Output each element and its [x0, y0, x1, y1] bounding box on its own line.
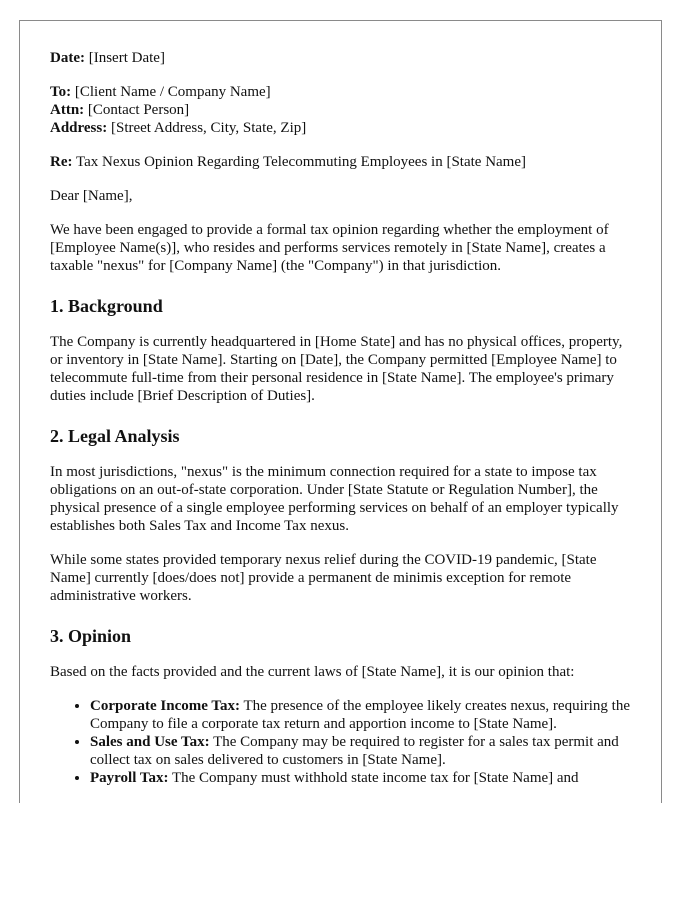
list-item: [90, 769, 631, 787]
list-item: [90, 697, 631, 733]
opinion-intro: Based on the facts provided and the current laws of [State Name], it is our opinion that:: [50, 664, 575, 680]
to-line: [50, 83, 631, 101]
list-item: [90, 733, 631, 769]
letter-page: [19, 20, 662, 803]
salutation: Dear [Name],: [50, 188, 133, 204]
to-label: To:: [50, 84, 72, 100]
list-item-text: The Company may be required to register for a sales tax permit and collect tax on sales delivered to customers in [State Name].: [90, 734, 619, 768]
attn-label: Attn:: [50, 102, 85, 118]
list-item-text: The Company must withhold state income tax for [State Name] and: [168, 770, 579, 786]
recipient-block: [50, 83, 631, 137]
legal-paragraph-1: In most jurisdictions, "nexus" is the minimum connection required for a state to impose tax obligations on an out-of-state corporation. Under [State Statute or Regulation Number], the physical presence of a single employee performing services on behalf of an employer typically establishes both Sales Tax and Income Tax nexus.: [50, 464, 619, 534]
date-line: [50, 49, 631, 67]
legal-paragraph-2: While some states provided temporary nexus relief during the COVID-19 pandemic, [State Name] currently [does/does not] provide a permanent de minimis exception for remote administrative workers.: [50, 552, 597, 604]
intro-paragraph: We have been engaged to provide a formal tax opinion regarding whether the employment of [Employee Name(s)], who resides and performs services remotely in [State Name], creates a taxable "nexus" for [Company Name] (the "Company") in that jurisdiction.: [50, 222, 609, 274]
to-value: [Client Name / Company Name]: [71, 84, 271, 100]
date-value: [Insert Date]: [84, 50, 165, 66]
list-item-label: Payroll Tax:: [90, 770, 169, 786]
re-label: Re:: [50, 154, 73, 170]
opinion-list: [50, 697, 631, 787]
opinion-heading: 3. Opinion: [50, 626, 132, 646]
address-label: Address:: [50, 120, 108, 136]
address-value: [Street Address, City, State, Zip]: [107, 120, 307, 136]
subject-line: [50, 153, 631, 171]
legal-analysis-heading: 2. Legal Analysis: [50, 426, 180, 446]
date-label: Date:: [50, 50, 85, 66]
background-paragraph: The Company is currently headquartered in [Home State] and has no physical offices, property, or inventory in [State Name]. Starting on [Date], the Company permitted [Employee Name] to telecommute full-time from their personal residence in [State Name]. The employee's primary duties include [Brief Description of Duties].: [50, 334, 623, 404]
list-item-label: Corporate Income Tax:: [90, 698, 240, 714]
list-item-label: Sales and Use Tax:: [90, 734, 210, 750]
re-value: Tax Nexus Opinion Regarding Telecommuting Employees in [State Name]: [72, 154, 527, 170]
list-item-text: The presence of the employee likely creates nexus, requiring the Company to file a corporate tax return and apportion income to [State Name].: [90, 698, 630, 732]
attn-line: [50, 101, 631, 119]
background-heading: 1. Background: [50, 296, 163, 316]
attn-value: [Contact Person]: [84, 102, 190, 118]
letter-content: [20, 21, 661, 787]
address-line: [50, 119, 631, 137]
